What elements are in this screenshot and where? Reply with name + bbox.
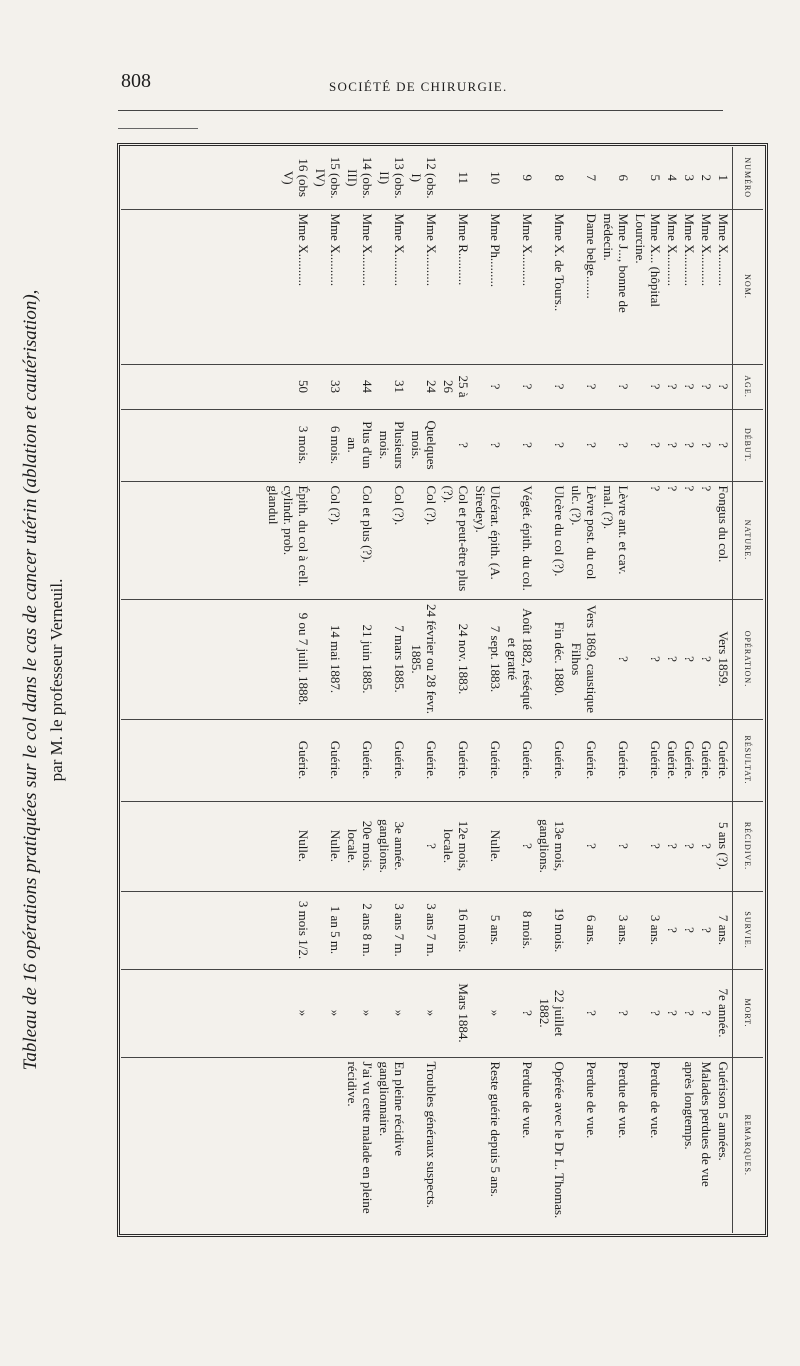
cell-recidive: ?: [600, 801, 632, 891]
cell-resultat: Guérie.: [312, 719, 344, 801]
cell-age: 24: [408, 364, 440, 409]
cell-mort: ?: [681, 969, 698, 1057]
cell-recidive: ?: [632, 801, 664, 891]
table-row: [681, 147, 698, 1233]
cell-resultat: Guérie.: [536, 719, 568, 801]
cell-nom: Mme X..........: [698, 209, 715, 364]
cell-mort: »: [121, 969, 312, 1057]
cell-recidive: 3e année. ganglions.: [376, 801, 408, 891]
cell-debut: ?: [632, 409, 664, 481]
cell-remarques: Guérison 5 années.: [715, 1057, 733, 1233]
cell-num: 2: [698, 147, 715, 209]
cell-num: 6: [600, 147, 632, 209]
cell-mort: ?: [664, 969, 681, 1057]
cell-survie: 6 ans.: [568, 891, 600, 969]
cell-nature: ?: [664, 481, 681, 599]
cell-age: ?: [504, 364, 536, 409]
cell-operation: 21 juin 1885.: [344, 599, 376, 719]
cell-nom: Mme X..........: [681, 209, 698, 364]
table-row: [440, 147, 472, 1233]
col-header: OPÉRATION.: [733, 599, 764, 719]
cell-debut: ?: [681, 409, 698, 481]
cell-operation: ?: [632, 599, 664, 719]
col-header: RÉSULTAT.: [733, 719, 764, 801]
cell-nom: Mme R..........: [440, 209, 472, 364]
cell-remarques: J'ai vu cette malade en pleine récidive.: [344, 1057, 376, 1233]
cell-recidive: 12e mois, locale.: [440, 801, 472, 891]
cell-remarques: Perdue de vue.: [600, 1057, 632, 1233]
cell-nature: Col (?).: [376, 481, 408, 599]
header-row: [733, 147, 764, 1233]
cell-remarques: après longtemps.: [681, 1057, 698, 1233]
cell-mort: ?: [600, 969, 632, 1057]
cell-resultat: Guérie.: [698, 719, 715, 801]
cell-survie: 19 mois.: [536, 891, 568, 969]
col-header: RÉCIDIVE.: [733, 801, 764, 891]
cell-remarques: Perdue de vue.: [632, 1057, 664, 1233]
cell-num: 1: [715, 147, 733, 209]
cell-survie: 16 mois.: [440, 891, 472, 969]
cell-recidive: ?: [664, 801, 681, 891]
cell-recidive: 20e mois. locale.: [344, 801, 376, 891]
cell-survie: 3 ans 7 m.: [376, 891, 408, 969]
cell-debut: ?: [472, 409, 504, 481]
cell-nom: Mme Ph.........: [472, 209, 504, 364]
cell-resultat: Guérie.: [632, 719, 664, 801]
cell-resultat: Guérie.: [376, 719, 408, 801]
cell-recidive: ?: [698, 801, 715, 891]
cell-nature: Lèvre post. du col ulc. (?).: [568, 481, 600, 599]
cell-mort: Mars 1884.: [440, 969, 472, 1057]
cell-recidive: ?: [681, 801, 698, 891]
cell-operation: Fin déc. 1880.: [536, 599, 568, 719]
table-caption: [18, 160, 100, 1200]
cell-mort: »: [312, 969, 344, 1057]
cell-operation: 7 mars 1885.: [376, 599, 408, 719]
cell-debut: ?: [440, 409, 472, 481]
col-header: NUMÉRO: [733, 147, 764, 209]
cell-num: 9: [504, 147, 536, 209]
cell-operation: Vers 1859.: [715, 599, 733, 719]
cell-debut: ?: [664, 409, 681, 481]
table-row: [664, 147, 681, 1233]
cell-survie: ?: [681, 891, 698, 969]
cell-num: 3: [681, 147, 698, 209]
cell-debut: Quelques mois.: [408, 409, 440, 481]
cell-mort: ?: [698, 969, 715, 1057]
cell-num: 12 (obs. I): [408, 147, 440, 209]
cell-nature: Lèvre ant. et cav. mal. (?).: [600, 481, 632, 599]
cell-resultat: Guérie.: [472, 719, 504, 801]
cell-nom: Mme X..........: [312, 209, 344, 364]
short-rule: [118, 128, 198, 129]
cell-resultat: Guérie.: [664, 719, 681, 801]
page-number: 808: [121, 70, 151, 92]
cell-survie: 7 ans.: [715, 891, 733, 969]
cell-operation: Vers 1869, caustique Filhos: [568, 599, 600, 719]
cell-recidive: ?: [568, 801, 600, 891]
cell-mort: »: [376, 969, 408, 1057]
cell-age: ?: [536, 364, 568, 409]
cell-survie: 3 mois 1/2.: [121, 891, 312, 969]
cell-age: ?: [600, 364, 632, 409]
col-header: SURVIE.: [733, 891, 764, 969]
table-row: [600, 147, 632, 1233]
cell-num: 13 (obs. II): [376, 147, 408, 209]
cell-debut: ?: [504, 409, 536, 481]
cell-num: 5: [632, 147, 664, 209]
cell-debut: ?: [536, 409, 568, 481]
cell-num: 8: [536, 147, 568, 209]
cell-operation: 14 mai 1887.: [312, 599, 344, 719]
cell-mort: »: [472, 969, 504, 1057]
col-header: NOM.: [733, 209, 764, 364]
cell-resultat: Guérie.: [715, 719, 733, 801]
cell-remarques: En pleine récidive ganglionnaire.: [376, 1057, 408, 1233]
cell-survie: 1 an 5 m.: [312, 891, 344, 969]
cell-nature: Col et peut-être plus (?).: [440, 481, 472, 599]
operations-table: [121, 147, 763, 1233]
cell-num: 4: [664, 147, 681, 209]
cell-nature: Ulcère du col (?).: [536, 481, 568, 599]
cell-nom: Dame belge.......: [568, 209, 600, 364]
cell-nature: ?: [698, 481, 715, 599]
cell-nom: Mme X..........: [664, 209, 681, 364]
cell-num: 10: [472, 147, 504, 209]
cell-resultat: Guérie.: [681, 719, 698, 801]
cell-resultat: Guérie.: [600, 719, 632, 801]
cell-nature: Épith. du col à cell. cylindr. prob. glandul: [121, 481, 312, 599]
table-row: [536, 147, 568, 1233]
cell-nature: Fongus du col.: [715, 481, 733, 599]
cell-nom: Mme X..........: [121, 209, 312, 364]
cell-debut: 3 mois.: [121, 409, 312, 481]
cell-age: 25 à 26: [440, 364, 472, 409]
cell-survie: 5 ans.: [472, 891, 504, 969]
cell-operation: Août 1882, réséqué et gratté: [504, 599, 536, 719]
cell-survie: 3 ans.: [632, 891, 664, 969]
cell-debut: Plus d'un an.: [344, 409, 376, 481]
cell-age: 31: [376, 364, 408, 409]
cell-num: 11: [440, 147, 472, 209]
cell-nature: Ulcérat. épith. (A. Siredey).: [472, 481, 504, 599]
cell-recidive: Nulle.: [312, 801, 344, 891]
cell-nature: Col (?).: [408, 481, 440, 599]
cell-mort: »: [344, 969, 376, 1057]
cell-age: 50: [121, 364, 312, 409]
cell-mort: 22 juillet 1882.: [536, 969, 568, 1057]
cell-age: 44: [344, 364, 376, 409]
table-subtitle: par M. le professeur Verneuil.: [47, 578, 66, 782]
cell-nom: Mme X..........: [504, 209, 536, 364]
cell-remarques: [312, 1057, 344, 1233]
cell-age: ?: [472, 364, 504, 409]
cell-nom: Mme X..........: [344, 209, 376, 364]
cell-age: ?: [664, 364, 681, 409]
cell-mort: 7e année.: [715, 969, 733, 1057]
cell-operation: 9 ou 7 juill. 1888.: [121, 599, 312, 719]
cell-debut: ?: [600, 409, 632, 481]
cell-age: ?: [632, 364, 664, 409]
table-row: [312, 147, 344, 1233]
cell-nature: Col et plus (?).: [344, 481, 376, 599]
table-row: [121, 147, 312, 1233]
cell-mort: »: [408, 969, 440, 1057]
cell-operation: 24 février ou 28 fevr. 1885.: [408, 599, 440, 719]
cell-nom: Mme X... (hôpital Lourcine.: [632, 209, 664, 364]
table-row: [504, 147, 536, 1233]
cell-age: ?: [715, 364, 733, 409]
cell-recidive: 5 ans (?).: [715, 801, 733, 891]
cell-recidive: Nulle.: [121, 801, 312, 891]
cell-nom: Mme X..........: [408, 209, 440, 364]
cell-survie: ?: [664, 891, 681, 969]
cell-operation: ?: [681, 599, 698, 719]
cell-age: ?: [681, 364, 698, 409]
cell-resultat: Guérie.: [504, 719, 536, 801]
cell-debut: 6 mois.: [312, 409, 344, 481]
cell-remarques: Opérée avec le Dr L. Thomas.: [536, 1057, 568, 1233]
table-row: [376, 147, 408, 1233]
page-header: [0, 0, 800, 120]
cell-remarques: Perdue de vue.: [504, 1057, 536, 1233]
cell-survie: 8 mois.: [504, 891, 536, 969]
cell-num: 15 (obs. IV): [312, 147, 344, 209]
cell-recidive: ?: [408, 801, 440, 891]
table-row: [472, 147, 504, 1233]
table-row: [344, 147, 376, 1233]
col-header: REMARQUES.: [733, 1057, 764, 1233]
cell-remarques: Reste guérie depuis 5 ans.: [472, 1057, 504, 1233]
cell-operation: 7 sept. 1883.: [472, 599, 504, 719]
cell-remarques: [121, 1057, 312, 1233]
cell-age: 33: [312, 364, 344, 409]
cell-operation: 24 nov. 1883.: [440, 599, 472, 719]
cell-age: ?: [568, 364, 600, 409]
cell-nature: ?: [632, 481, 664, 599]
cell-debut: ?: [715, 409, 733, 481]
cell-survie: ?: [698, 891, 715, 969]
header-rule: [118, 110, 723, 111]
cell-survie: 3 ans 7 m.: [408, 891, 440, 969]
table-row: [632, 147, 664, 1233]
cell-age: ?: [698, 364, 715, 409]
table-row: [698, 147, 715, 1233]
cell-resultat: Guérie.: [568, 719, 600, 801]
cell-nom: Mme X. de Tours..: [536, 209, 568, 364]
col-header: AGE.: [733, 364, 764, 409]
cell-remarques: Troubles généraux suspects.: [408, 1057, 440, 1233]
table-row: [715, 147, 733, 1233]
cell-remarques: [440, 1057, 472, 1233]
cell-num: 14 (obs. III): [344, 147, 376, 209]
cell-debut: ?: [568, 409, 600, 481]
cell-operation: ?: [664, 599, 681, 719]
cell-nom: Mme X..........: [376, 209, 408, 364]
table-body: [121, 147, 733, 1233]
cell-remarques: Malades perdues de vue: [698, 1057, 715, 1233]
cell-resultat: Guérie.: [440, 719, 472, 801]
cell-nature: Col (?).: [312, 481, 344, 599]
running-head: SOCIÉTÉ DE CHIRURGIE.: [329, 79, 508, 94]
cell-nature: ?: [681, 481, 698, 599]
cell-debut: Plusieurs mois.: [376, 409, 408, 481]
cell-mort: ?: [568, 969, 600, 1057]
cell-debut: ?: [698, 409, 715, 481]
cell-num: 7: [568, 147, 600, 209]
cell-operation: ?: [600, 599, 632, 719]
cell-recidive: ?: [504, 801, 536, 891]
rotated-table-wrapper: [121, 147, 763, 1233]
col-header: MORT.: [733, 969, 764, 1057]
cell-operation: ?: [698, 599, 715, 719]
col-header: DÉBUT.: [733, 409, 764, 481]
cell-nature: Végét. épith. du col.: [504, 481, 536, 599]
cell-nom: Mme J..., bonne de médecin.: [600, 209, 632, 364]
table-row: [568, 147, 600, 1233]
cell-resultat: Guérie.: [408, 719, 440, 801]
table-title: Tableau de 16 opérations pratiquées sur le col dans le cas de cancer utérin (ablation et cautérisation),: [20, 289, 41, 1071]
cell-survie: 3 ans.: [600, 891, 632, 969]
cell-recidive: 13e mois, ganglions.: [536, 801, 568, 891]
cell-mort: ?: [632, 969, 664, 1057]
cell-resultat: Guérie.: [121, 719, 312, 801]
col-header: NATURE.: [733, 481, 764, 599]
cell-remarques: Perdue de vue.: [568, 1057, 600, 1233]
cell-remarques: [664, 1057, 681, 1233]
cell-nom: Mme X..........: [715, 209, 733, 364]
cell-recidive: Nulle.: [472, 801, 504, 891]
cell-num: 16 (obs V): [121, 147, 312, 209]
cell-resultat: Guérie.: [344, 719, 376, 801]
cell-mort: ?: [504, 969, 536, 1057]
cell-survie: 2 ans 8 m.: [344, 891, 376, 969]
table-row: [408, 147, 440, 1233]
